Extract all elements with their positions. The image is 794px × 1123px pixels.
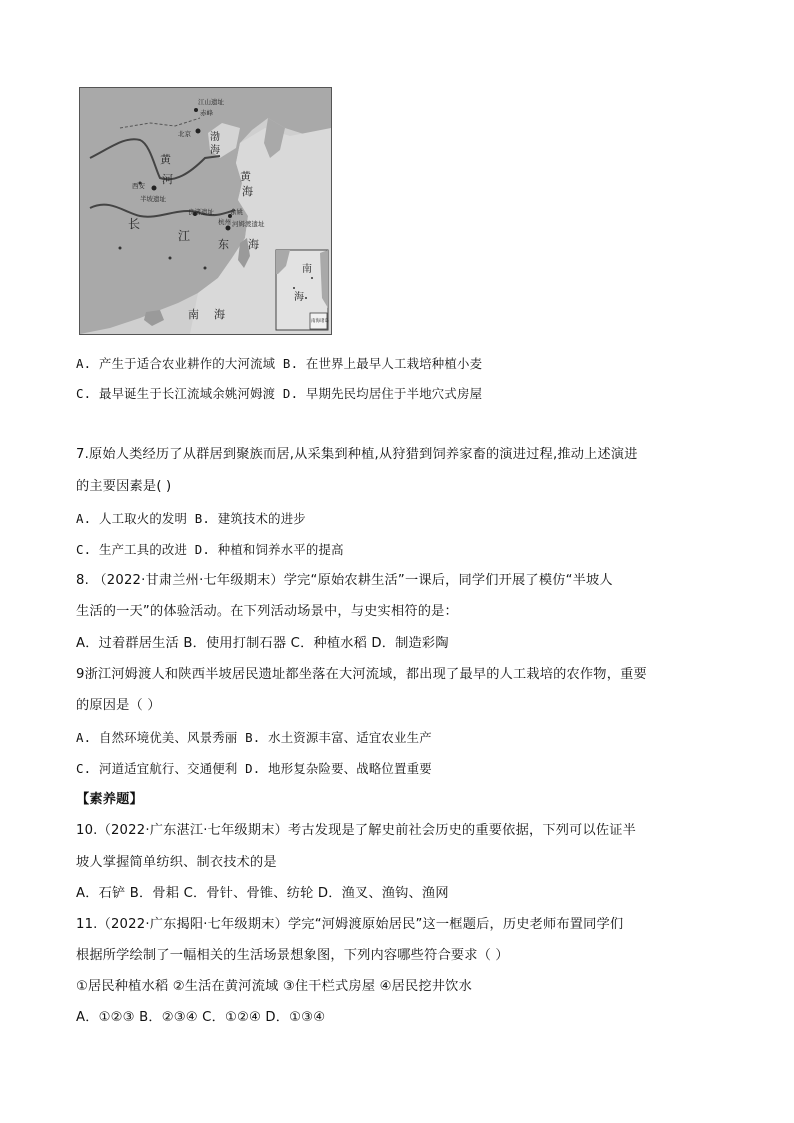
- q8-stem-line-1: 8. （2022·甘肃兰州·七年级期末）学完“原始农耕生活”一课后，同学们开展了模仿“半坡人: [76, 573, 613, 588]
- map-label-beijing: 北京: [178, 130, 191, 138]
- map-label-chifeng: 赤峰: [200, 109, 213, 117]
- q9-options-line-1: A. 自然环境优美、风景秀丽 B. 水土资源丰富、适宜农业生产: [76, 730, 432, 745]
- inset-label-islands: 南海诸岛: [311, 319, 329, 324]
- q11-stem-line-1: 11.（2022·广东揭阳·七年级期末）学完“河姆渡原始居民”这一框题后，历史老师布置同学们: [76, 917, 624, 932]
- q8-options: A．过着群居生活 B．使用打制石器 C．种植水稻 D．制造彩陶: [76, 636, 449, 651]
- map-label-donghai-1: 东: [218, 238, 229, 251]
- q7-stem-line-1: 7.原始人类经历了从群居到聚族而居,从采集到种植,从狩猎到饲养家畜的演进过程,推动上述演进: [76, 447, 638, 462]
- q10-options: A．石铲 B．骨耜 C．骨针、骨锥、纺轮 D．渔叉、渔钩、渔网: [76, 886, 449, 901]
- map-label-bohai-1: 渤: [210, 132, 220, 143]
- map-label-huanghai-1: 黄: [240, 170, 251, 183]
- map-label-donghai-2: 海: [248, 238, 259, 251]
- q10-stem-line-2: 坡人掌握简单纺织、制衣技术的是: [76, 855, 277, 870]
- q7-stem-line-2: 的主要因素是( ): [76, 479, 172, 494]
- q11-items: ①居民种植水稻 ②生活在黄河流域 ③住干栏式房屋 ④居民挖井饮水: [76, 979, 472, 994]
- q6-options-line-2: C. 最早诞生于长江流域余姚河姆渡 D. 早期先民均居住于半地穴式房屋: [76, 386, 483, 401]
- map-label-nanhai-1: 南: [188, 308, 199, 321]
- map-label-jiang: 江: [178, 229, 191, 243]
- map-label-yuyao: 余姚: [230, 208, 243, 216]
- q9-stem-line-2: 的原因是（ ）: [76, 698, 161, 713]
- inset-label-hai: 海: [294, 292, 304, 303]
- q8-stem-line-2: 生活的一天”的体验活动。在下列活动场景中，与史实相符的是：: [76, 604, 458, 619]
- q6-options-line-1: A. 产生于适合农业耕作的大河流域 B. 在世界上最早人工栽培种植小麦: [76, 356, 483, 371]
- q9-options-line-2: C. 河道适宜航行、交通便利 D. 地形复杂险要、战略位置重要: [76, 761, 432, 776]
- map-figure: [79, 87, 332, 335]
- map-label-xian: 西安: [132, 182, 145, 190]
- map-label-huanghai-2: 海: [242, 185, 253, 198]
- map-inset-south-china-sea: [276, 250, 329, 330]
- section-title: 【素养题】: [76, 792, 143, 807]
- q7-options-line-2: C. 生产工具的改进 D. 种植和饲养水平的提高: [76, 542, 344, 557]
- map-label-he: 河: [162, 173, 173, 186]
- map-label-huang: 黄: [160, 153, 171, 166]
- map-label-nanhai-2: 海: [214, 308, 225, 321]
- map-label-hemudu: 河姆渡遗址: [232, 220, 265, 228]
- map-label-chang: 长: [128, 217, 141, 231]
- q9-stem-line-1: 9浙江河姆渡人和陕西半坡居民遗址都坐落在大河流域，都出现了最早的人工栽培的农作物，重要: [76, 667, 647, 682]
- map-label-hangzhou: 杭州: [218, 218, 231, 226]
- map-label-jiangshan: 江山遗址: [198, 98, 224, 106]
- map-label-bohai-2: 海: [210, 145, 220, 156]
- q11-stem-line-2: 根据所学绘制了一幅相关的生活场景想象图，下列内容哪些符合要求（ ）: [76, 948, 509, 963]
- q7-options-line-1: A. 人工取火的发明 B. 建筑技术的进步: [76, 511, 306, 526]
- q10-stem-line-1: 10.（2022·广东湛江·七年级期末）考古发现是了解史前社会历史的重要依据，下列可以佐证半: [76, 823, 637, 838]
- china-map: [80, 88, 331, 334]
- map-label-liangzhu: 良渚遗址: [188, 208, 214, 216]
- q11-options: A．①②③ B．②③④ C．①②④ D．①③④: [76, 1010, 326, 1025]
- map-label-banpo: 半坡遗址: [140, 195, 166, 203]
- inset-label-nan: 南: [302, 264, 312, 275]
